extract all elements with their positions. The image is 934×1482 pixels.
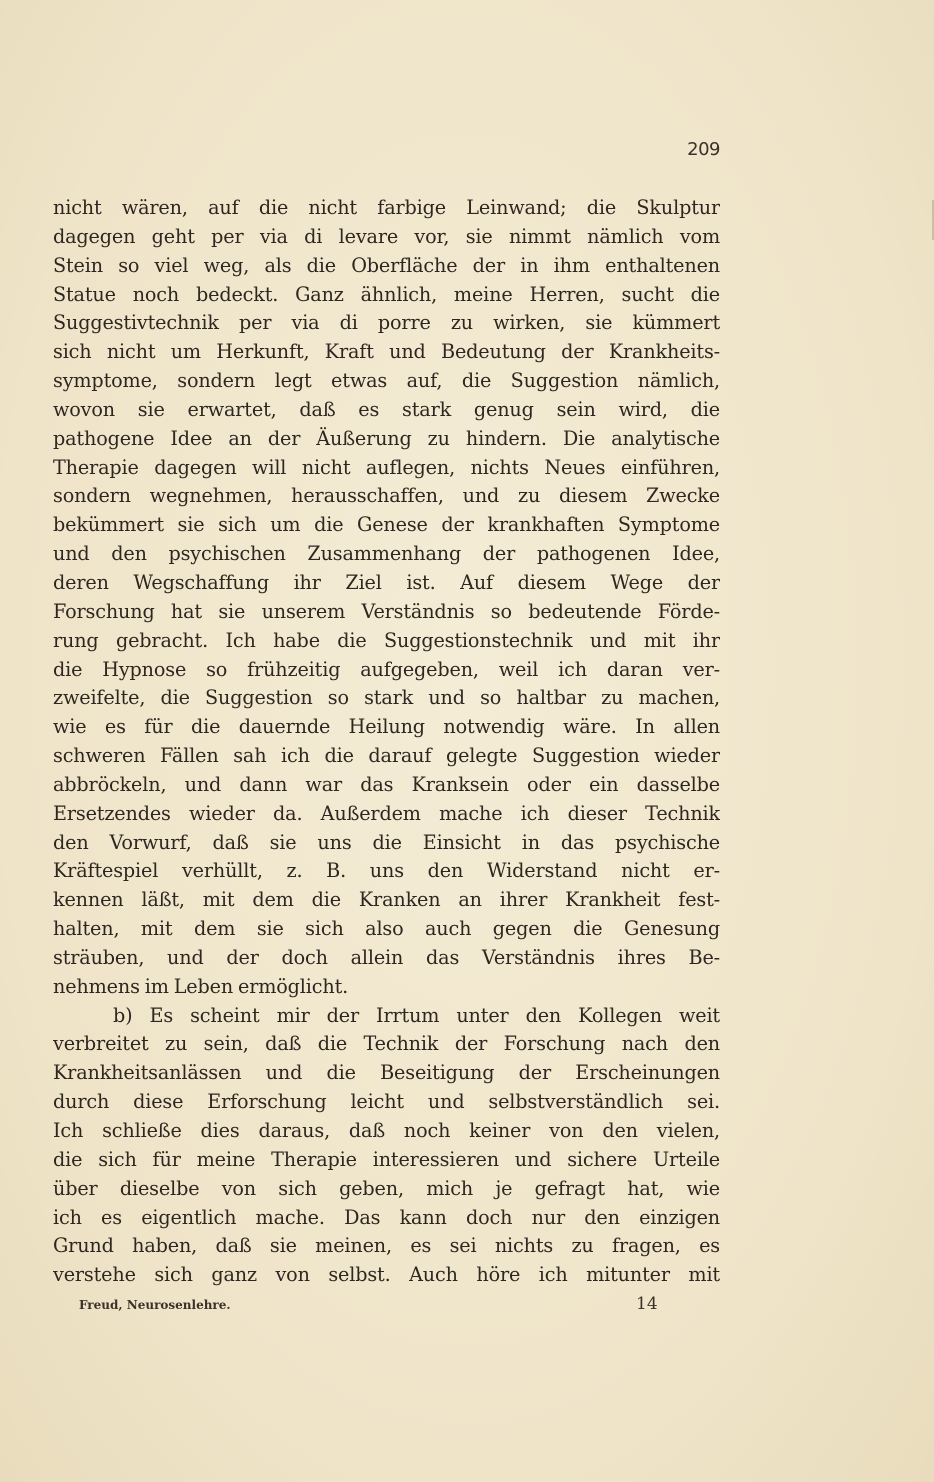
text-line: Ersetzendes wieder da. Außerdem mache ich dieser Technik xyxy=(53,801,720,825)
text-line: sich nicht um Herkunft, Kraft und Bedeutung der Krankheits- xyxy=(53,340,720,364)
text-line: sondern wegnehmen, herausschaffen, und zu diesem Zwecke xyxy=(53,484,720,508)
text-line: wie es für die dauernde Heilung notwendig wäre. In allen xyxy=(53,715,720,739)
text-line: durch diese Erforschung leicht und selbstverständlich sei. xyxy=(53,1090,720,1114)
text-line: Kräftespiel verhüllt, z. B. uns den Widerstand nicht er- xyxy=(53,859,720,883)
text-line: sträuben, und der doch allein das Verständnis ihres Be- xyxy=(53,945,720,969)
text-line: Therapie dagegen will nicht auflegen, nichts Neues einführen, xyxy=(53,455,720,479)
text-line: Krankheitsanlässen und die Beseitigung der Erscheinungen xyxy=(53,1061,720,1085)
text-line: Grund haben, daß sie meinen, es sei nichts zu fragen, es xyxy=(53,1234,720,1258)
signature-line: Freud, Neurosenlehre. xyxy=(79,1298,231,1312)
text-line: die Hypnose so frühzeitig aufgegeben, weil ich daran ver- xyxy=(53,657,720,681)
text-line: verbreitet zu sein, daß die Technik der Forschung nach den xyxy=(53,1032,720,1056)
text-line: und den psychischen Zusammenhang der pathogenen Idee, xyxy=(53,542,720,566)
text-line: ich es eigentlich mache. Das kann doch nur den einzigen xyxy=(53,1205,720,1229)
text-line: pathogene Idee an der Äußerung zu hindern. Die analytische xyxy=(53,426,720,450)
text-line: verstehe sich ganz von selbst. Auch höre ich mitunter mit xyxy=(53,1263,720,1287)
text-line: Suggestivtechnik per via di porre zu wirken, sie kümmert xyxy=(53,311,720,335)
text-line: symptome, sondern legt etwas auf, die Suggestion nämlich, xyxy=(53,369,720,393)
sheet-number: 14 xyxy=(636,1294,658,1314)
text-line: bekümmert sie sich um die Genese der krankhaften Symptome xyxy=(53,513,720,537)
text-line: wovon sie erwartet, daß es stark genug sein wird, die xyxy=(53,397,720,421)
text-line: Forschung hat sie unserem Verständnis so bedeutende Förde- xyxy=(53,599,720,623)
page-number: 209 xyxy=(687,139,720,160)
text-line: zweifelte, die Suggestion so stark und so haltbar zu machen, xyxy=(53,686,720,710)
body-text xyxy=(53,194,720,1290)
text-line: kennen läßt, mit dem die Kranken an ihrer Krankheit fest- xyxy=(53,888,720,912)
text-line: halten, mit dem sie sich also auch gegen die Genesung xyxy=(53,917,720,941)
paragraph-end-line: nehmens im Leben ermöglicht. xyxy=(53,974,349,998)
text-line: Statue noch bedeckt. Ganz ähnlich, meine Herren, sucht die xyxy=(53,282,720,306)
text-line: deren Wegschaffung ihr Ziel ist. Auf diesem Wege der xyxy=(53,570,720,594)
text-line: schweren Fällen sah ich die darauf gelegte Suggestion wieder xyxy=(53,744,720,768)
text-line: über dieselbe von sich geben, mich je gefragt hat, wie xyxy=(53,1176,720,1200)
paragraph-start-line: b) Es scheint mir der Irrtum unter den Kollegen weit xyxy=(113,1003,720,1027)
text-line: nicht wären, auf die nicht farbige Leinwand; die Skulptur xyxy=(53,196,720,219)
text-line: rung gebracht. Ich habe die Suggestionstechnik und mit ihr xyxy=(53,628,720,652)
text-line: abbröckeln, und dann war das Kranksein oder ein dasselbe xyxy=(53,772,720,796)
text-line: Stein so viel weg, als die Oberfläche der in ihm enthaltenen xyxy=(53,253,720,277)
text-line: dagegen geht per via di levare vor, sie nimmt nämlich vom xyxy=(53,224,720,248)
text-line: die sich für meine Therapie interessieren und sichere Urteile xyxy=(53,1147,720,1171)
text-line: den Vorwurf, daß sie uns die Einsicht in das psychische xyxy=(53,830,720,854)
text-line: Ich schließe dies daraus, daß noch keiner von den vielen, xyxy=(53,1119,720,1142)
